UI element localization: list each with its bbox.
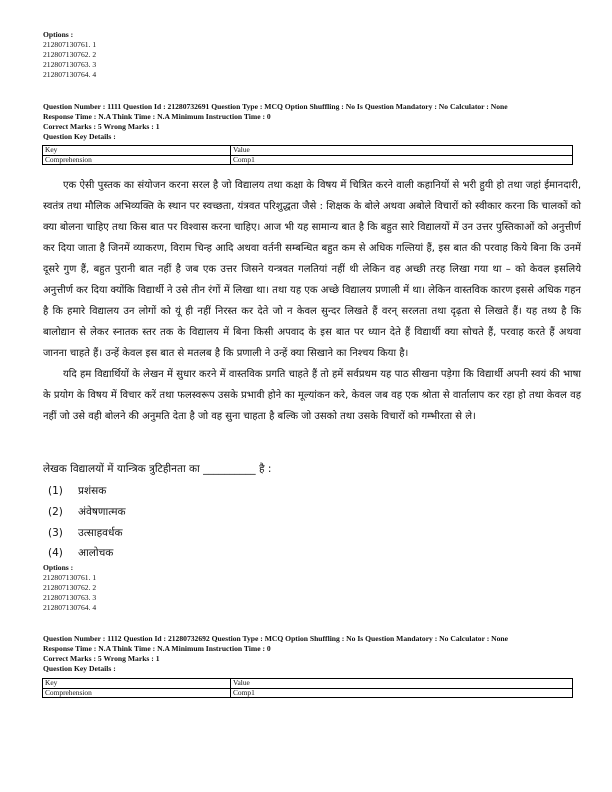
choice-number: (1) [48,485,63,497]
choice-text: अंवेषणात्मक [78,506,126,518]
top-options-block [43,30,573,80]
passage-paragraph-2: यदि हम विद्यार्थियों के लेखन में सुधार करने में वास्तविक प्रगति चाहते हैं तो हमें सर्वप्रथम यह पाठ सीखना पड़ेगा कि विद्यार्थी अपनी स्वयं की भाषा के प्रयोग के विषय में विचार करें तथा फलस्वरूप उसके प्रभावी होने का मूल्यांकन करे, केवल जब वह एक श्रोता से वार्तालाप कर रहा हो तथा केवल वह नहीं जो उसे वही बोलने की अनुमति देता है जो वह सुना चाहता है बल्कि जो उसको तथा उसके विचारों को गम्भीरता से ले। [43,369,581,422]
question-meta-1112 [43,634,583,674]
choice-text: उत्साहवर्धक [78,527,123,539]
table-row [43,155,573,165]
value-cell: Comp1 [231,155,573,165]
option-id: 212807130763. 3 [43,593,97,602]
table-row [43,688,573,698]
table-header-row [43,679,573,689]
marks-line: Correct Marks : 5 Wrong Marks : 1 [43,654,160,663]
question-meta-line2: Response Time : N.A Think Time : N.A Minimum Instruction Time : 0 [43,644,271,653]
options-heading: Options : [43,30,74,39]
key-cell: Comprehension [43,688,231,698]
key-cell: Comprehension [43,155,231,165]
key-header: Key [43,679,231,689]
option-id: 212807130764. 4 [43,70,97,79]
choice-text: आलोचक [78,547,114,559]
option-id: 212807130762. 2 [43,583,97,592]
question-meta-line1: Question Number : 1111 Question Id : 21280732691 Question Type : MCQ Option Shuffling : No Is Question Mandatory : No Calculator : None [43,102,508,111]
choice-1 [48,484,106,498]
choice-2 [48,505,126,519]
key-details-heading: Question Key Details : [43,664,116,673]
option-id: 212807130761. 1 [43,40,97,49]
choice-number: (2) [48,506,63,518]
choice-4 [48,546,113,560]
value-header: Value [231,679,573,689]
option-id: 212807130761. 1 [43,573,97,582]
value-cell: Comp1 [231,688,573,698]
option-id: 212807130762. 2 [43,50,97,59]
key-header: Key [43,146,231,156]
option-id: 212807130763. 3 [43,60,97,69]
passage-paragraph-1: एक ऐसी पुस्तक का संयोजन करना सरल है जो विद्यालय तथा कक्षा के विषय में चित्रित करने वाली कहानियों से भरी हुयी हो तथा जहां ईमानदारी, स्वतंत्र तथा मौलिक अभिव्यक्ति के स्थान पर स्वच्छता, यंत्रवत परिशुद्धता जैसे : शिक्षक के बोले अथवा अबोले विचारों को स्वीकार करना कि चालकों को क्या बोलना चाहिए तथा किस बात पर विश्वास करना चाहिए। आज भी यह सामान्य बात है कि बहुत सारे विद्यालयों में उन उत्तर पुस्तिकाओं को अनुत्तीर्ण कर दिया जाता है जिनमें व्याकरण, विराम चिन्ह आदि अथवा वर्तनी सम्बन्धित बहुत कम से अधिक गल्तियां हैं, इस बात की परवाह किये बिना कि उनमें दूसरे गुण हैं, बहुत पुरानी बात नहीं है जब एक उत्तर जिसने यन्त्रवत गलतियां नहीं थी लेकिन वह अच्छी तरह लिखा गया था – को केवल इसलिये अनुत्तीर्ण कर दिया क्योंकि विद्यार्थी ने उसे तीन रंगों में लिखा था। तथा यह एक अच्छे विद्यालय प्रणाली में था। लेकिन वास्तविक कारण इससे अधिक गहन है कि हमारे विद्यालय उन लोगों को यूं ही नहीं निरस्त कर देते जो न केवल सुन्दर लिखते हैं वरन् सरलता तथा दृढ़ता से लिखते हैं। यह तथ्य है कि बालोद्यान से लेकर स्नातक स्तर तक के विद्यालय में बिना किसी अपवाद के इस बात पर ध्यान देते हैं विद्यार्थी क्या सोचते हैं, परवाह करते हैं अथवा जानना चाहते हैं। उन्हें केवल इस बात से मतलब है कि प्रणाली ने उन्हें क्या सिखाने का निश्चय किया है। [43,180,581,359]
key-details-heading: Question Key Details : [43,132,116,141]
value-header: Value [231,146,573,156]
choice-number: (3) [48,527,63,539]
marks-line: Correct Marks : 5 Wrong Marks : 1 [43,122,160,131]
question-meta-line2: Response Time : N.A Think Time : N.A Minimum Instruction Time : 0 [43,112,271,121]
key-value-table-1111 [42,145,573,165]
question-text: लेखक विद्यालयों में यान्त्रिक त्रुटिहीनता का __________ है : [43,463,272,475]
question-meta-line1: Question Number : 1112 Question Id : 21280732692 Question Type : MCQ Option Shuffling : No Is Question Mandatory : No Calculator : None [43,634,509,643]
options-block-1111 [43,563,573,613]
choice-text: प्रशंसक [78,485,107,497]
key-value-table-1112 [42,678,573,698]
choice-number: (4) [48,547,63,559]
option-id: 212807130764. 4 [43,603,97,612]
options-heading: Options : [43,563,74,572]
question-meta-1111 [43,102,583,142]
table-header-row [43,146,573,156]
choice-3 [48,526,123,540]
comprehension-passage [43,175,581,427]
